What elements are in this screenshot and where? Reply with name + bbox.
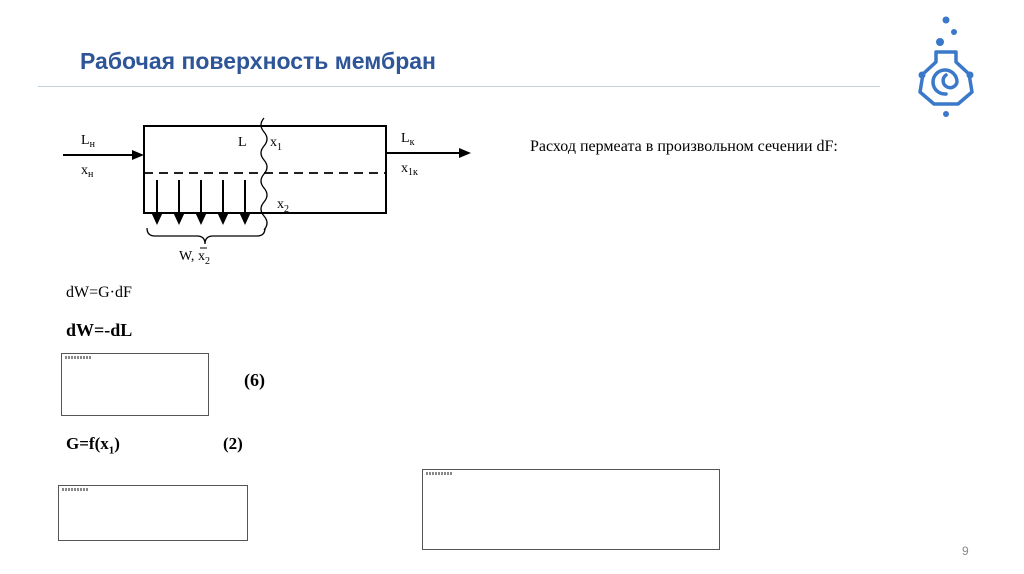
section-conc-label: $x_1$ (270, 135, 282, 153)
outlet-flow-label: $L_к$ (401, 131, 415, 148)
permeate-total-label: W, $x_2$ (179, 249, 210, 267)
membrane-diagram (55, 108, 495, 278)
inlet-flow-label: $L_н$ (81, 133, 95, 150)
inlet-conc-label: $x_н$ (81, 163, 94, 180)
permeate-arrows (157, 180, 245, 216)
equation-number-6: (6) (244, 370, 265, 390)
outlet-conc-label: $x_{1к}$ (401, 161, 418, 178)
equation-number-2: (2) (223, 434, 243, 453)
formula-image-placeholder-3 (422, 469, 720, 550)
permeate-conc-label: $x_2$ (277, 197, 289, 215)
page-number: 9 (962, 544, 969, 558)
equation-dw-dl: dW=-dL (66, 320, 133, 340)
inlet-arrowhead (132, 150, 144, 160)
channel-flow-label: L (238, 135, 247, 150)
permeate-flow-caption: Расход пермеата в произвольном сечении dF: (530, 138, 838, 155)
flask-logo-icon (910, 12, 986, 122)
outlet-arrowhead (459, 148, 471, 158)
permeate-brace (147, 228, 265, 244)
equation-g-f-x1: $G=f(x_1)$ (66, 434, 120, 457)
formula-image-placeholder-2 (58, 485, 248, 541)
slide-title: Рабочая поверхность мембран (80, 48, 436, 74)
formula-image-placeholder-1 (61, 353, 209, 416)
title-divider (38, 86, 880, 87)
equation-dw-g-df: dW=G·dF (66, 284, 132, 301)
